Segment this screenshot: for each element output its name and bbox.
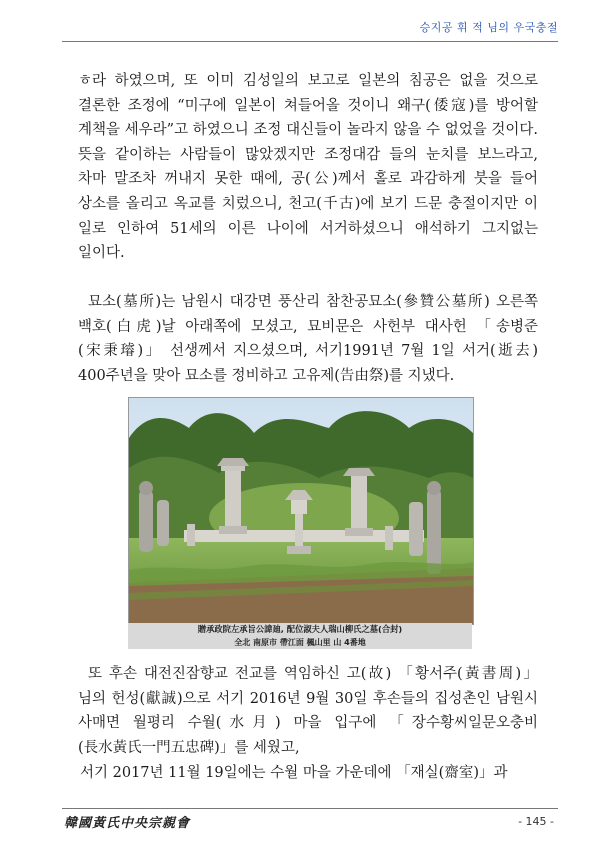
body-paragraph-4: 서기 2017년 11월 19일에는 수월 마을 가운데에 「재실(齋室)」과 [80, 765, 508, 781]
caption-line-2: 全北 南原市 帶江面 楓山里 山 4番地 [234, 638, 366, 647]
body-paragraph-2: 묘소(墓所)는 남원시 대강면 풍산리 참찬공묘소(參贊公墓所) 오른쪽 백호(白虎)날 아래쪽에 모셨고, 묘비문은 사헌부 대사헌 「송병준(宋秉璿)」 선생께서 지으셨으며, 서기1991년 7월 1일 서거(逝去) 400주년을 맞아 묘소를 정비하고 고유제(告由祭)를 지냈다. [78, 294, 538, 384]
tomb-photo [128, 397, 474, 625]
footer-organization: 韓國黃氏中央宗親會 [64, 816, 191, 831]
header-divider [62, 41, 558, 42]
body-paragraph-3: 또 후손 대전진잠향교 전교를 역임하신 고(故) 「황서주(黃書周)」 님의 헌성(獻誠)으로 서기 2016년 9월 30일 후손들의 집성촌인 남원시 사매면 월평리 수월(水月) 마을 입구에 「장수황씨일문오충비(長水黃氏一門五忠碑)」를 세웠고, [78, 666, 538, 756]
photo-caption [128, 623, 472, 649]
footer-divider [62, 808, 558, 809]
caption-line-1: 贈承政院左承旨公諱廸, 配位淑夫人瑞山柳氏之墓(合封) [197, 624, 403, 634]
page-number: - 145 - [518, 815, 554, 828]
running-header-title: 승지공 휘 적 님의 우국충절 [419, 21, 558, 34]
body-paragraph-1: ㅎ라 하였으며, 또 이미 김성일의 보고로 일본의 침공은 없을 것으로 결론한 조정에 “미구에 일본이 쳐들어올 것이니 왜구(倭寇)를 방어할 계책을 세우라”고 하였으니 조정 대신들이 놀라지 않을 수 없었을 것이다. 뜻을 같이하는 사람들이 많았겠지만 조정대감 들의 눈치를 보느라고, 차마 말조차 꺼내지 못한 때에, 공(公)께서 홀로 과감하게 붓을 들어 상소를 올리고 옥교를 치렀으니, 천고(千古)에 보기 드문 충절이지만 이 일로 인하여 51세의 이른 나이에 서거하셨으니 애석하기 그지없는 일이다. [78, 73, 538, 262]
